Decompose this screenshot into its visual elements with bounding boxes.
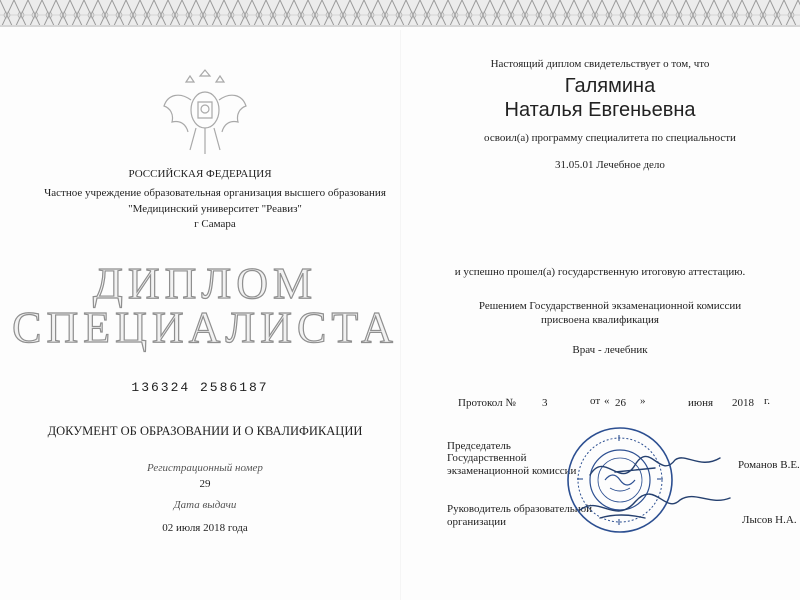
head-line-1: Руководитель образовательной <box>447 503 593 515</box>
diploma-title-line-2: СПЕЦИАЛИСТА <box>12 303 398 352</box>
decision-line-2: присвоена квалификация <box>541 314 659 326</box>
coat-of-arms-icon <box>160 62 250 162</box>
institution-city: г Самара <box>194 218 236 230</box>
decision-line-1: Решением Государственной экзаменационной комиссии <box>478 300 742 312</box>
diploma-title-line-1: ДИПЛОМ <box>92 259 318 308</box>
institution-line-1: Частное учреждение образовательная организация высшего образования <box>44 187 386 199</box>
protocol-year: 2018 <box>732 397 754 409</box>
program-text: освоил(а) программу специалитета по специальности <box>484 132 736 144</box>
protocol-close-quote: » <box>640 395 646 407</box>
protocol-month: июня <box>688 397 714 409</box>
country-name: РОССИЙСКАЯ ФЕДЕРАЦИЯ <box>128 168 272 180</box>
protocol-from: от <box>590 395 601 407</box>
protocol-year-suffix: г. <box>764 395 771 407</box>
document-type: ДОКУМЕНТ ОБ ОБРАЗОВАНИИ И О КВАЛИФИКАЦИИ <box>47 424 363 438</box>
chair-line-2: Государственной <box>447 452 527 464</box>
registration-label: Регистрационный номер <box>147 462 263 474</box>
registration-number: 29 <box>199 478 211 490</box>
protocol-label: Протокол № <box>458 397 516 409</box>
surname: Галямина <box>564 75 656 97</box>
qualification: Врач - лечебник <box>572 344 648 356</box>
signatures-icon <box>560 440 760 550</box>
institution-line-2: "Медицинский университет "Реавиз" <box>128 203 302 215</box>
decorative-border <box>0 0 800 30</box>
chair-name: Романов В.Е. <box>738 459 800 471</box>
chair-line-1: Председатель <box>447 440 511 452</box>
attestation-text: и успешно прошел(а) государственную итоговую аттестацию. <box>454 266 746 278</box>
protocol-day: 26 <box>615 397 626 409</box>
specialty: 31.05.01 Лечебное дело <box>555 159 665 171</box>
protocol-number: 3 <box>542 397 548 409</box>
intro-text: Настоящий диплом свидетельствует о том, что <box>490 58 710 70</box>
issue-date: 02 июля 2018 года <box>162 522 248 534</box>
head-name: Лысов Н.А. <box>742 514 797 526</box>
issue-date-label: Дата выдачи <box>173 499 237 511</box>
serial-number: 136324 2586187 <box>131 380 269 395</box>
given-names: Наталья Евгеньевна <box>504 99 696 121</box>
protocol-open-quote: « <box>604 395 610 407</box>
head-line-2: организации <box>447 516 507 528</box>
chair-line-3: экзаменационной комиссии <box>447 465 577 477</box>
